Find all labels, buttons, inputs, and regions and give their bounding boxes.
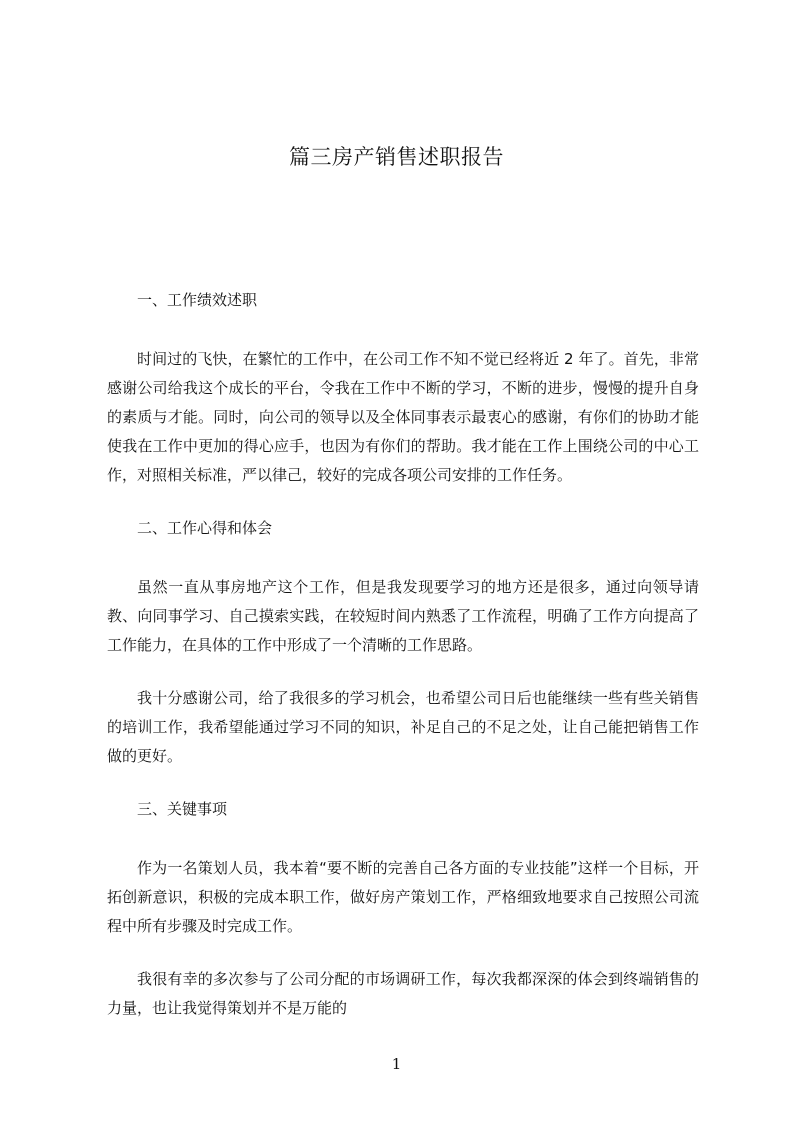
- section-work-performance: [107, 286, 699, 514]
- document-title: 篇三房产销售述职报告: [289, 145, 504, 169]
- paragraph: 作为一名策划人员，我本着“要不断的完善自己各方面的专业技能”这样一个目标，开拓创新意识，积极的完成本职工作，做好房产策划工作，严格细致地要求自己按照公司流程中所有步骤及时完成工作。: [107, 859, 699, 935]
- document-body: [107, 286, 699, 1023]
- page-number: 1: [391, 1055, 402, 1073]
- section-key-matters: [107, 795, 699, 1023]
- paragraph: 我很有幸的多次参与了公司分配的市场调研工作，每次我都深深的体会到终端销售的力量，也让我觉得策划并不是万能的: [107, 970, 699, 1017]
- section-heading: 三、关键事项: [137, 800, 228, 818]
- section-heading: 一、工作绩效述职: [137, 291, 258, 309]
- section-heading: 二、工作心得和体会: [137, 519, 273, 537]
- paragraph: 我十分感谢公司，给了我很多的学习机会，也希望公司日后也能继续一些有些关销售的培训工作，我希望能通过学习不同的知识，补足自己的不足之处，让自己能把销售工作做的更好。: [107, 689, 699, 765]
- paragraph: 时间过的飞快，在繁忙的工作中，在公司工作不知不觉已经将近 2 年了。首先，非常感谢公司给我这个成长的平台，令我在工作中不断的学习，不断的进步，慢慢的提升自身的素质与才能。同时，向公司的领导以及全体同事表示最衷心的感谢，有你们的协助才能使我在工作中更加的得心应手，也因为有你们的帮助。我才能在工作上围绕公司的中心工作，对照相关标准，严以律己，较好的完成各项公司安排的工作任务。: [107, 350, 699, 484]
- section-experience: [107, 514, 699, 795]
- paragraph: 虽然一直从事房地产这个工作，但是我发现要学习的地方还是很多，通过向领导请教、向同事学习、自己摸索实践，在较短时间内熟悉了工作流程，明确了工作方向提高了工作能力，在具体的工作中形成了一个清晰的工作思路。: [107, 578, 699, 654]
